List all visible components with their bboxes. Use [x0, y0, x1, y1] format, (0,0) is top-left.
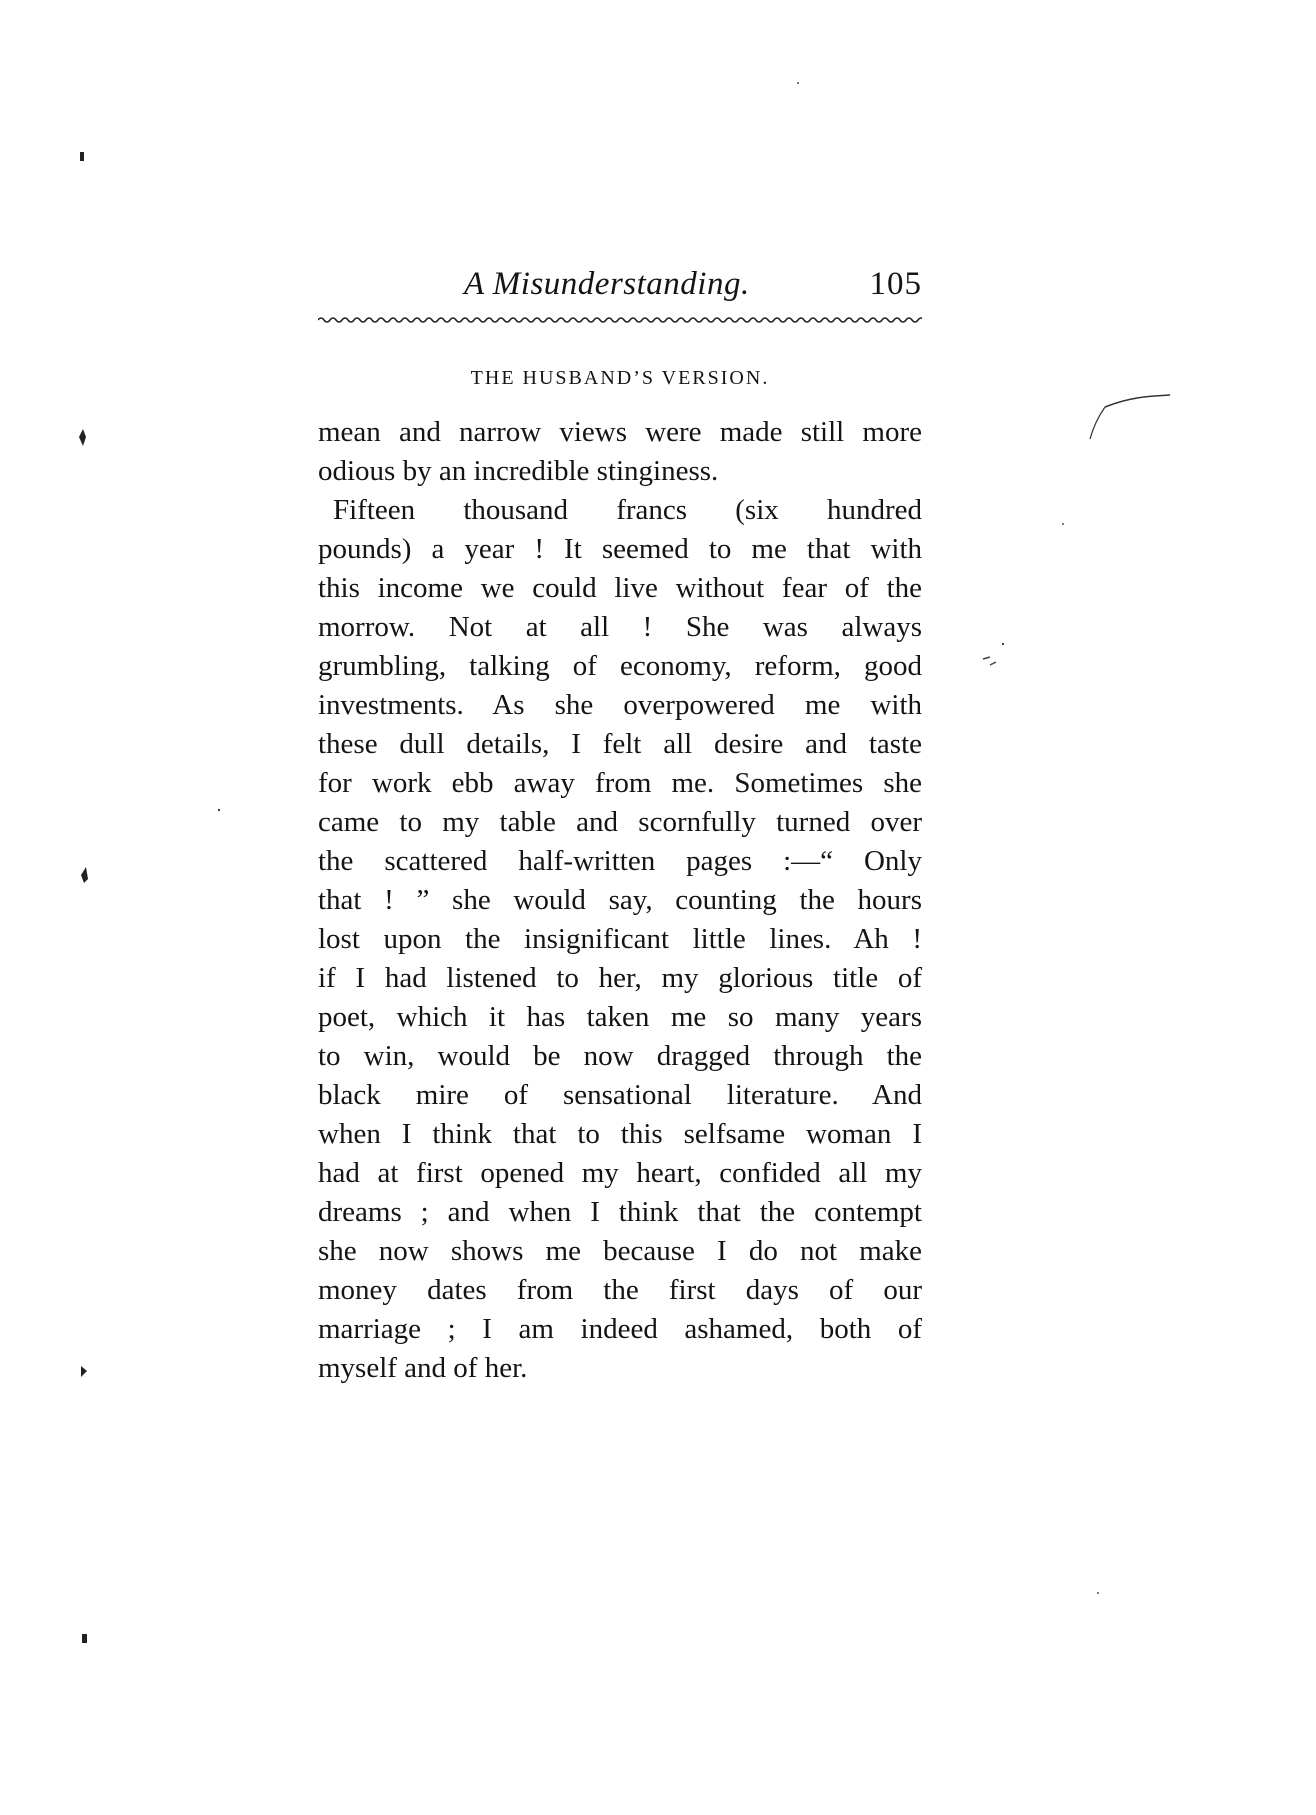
text-line: odious by an incredible stinginess.	[318, 455, 719, 487]
text-line: these dull details, I felt all desire and taste	[318, 728, 922, 760]
text-line: money dates from the first days of our	[318, 1274, 922, 1306]
text-line: marriage ; I am indeed ashamed, both of	[318, 1313, 922, 1345]
wavy-rule-divider	[318, 314, 922, 326]
text-line: black mire of sensational literature. And	[318, 1079, 922, 1111]
text-line: pounds) a year ! It seemed to me that with	[318, 533, 922, 565]
body-text	[318, 413, 922, 1388]
text-line: that ! ” she would say, counting the hours	[318, 884, 922, 916]
text-line: poet, which it has taken me so many years	[318, 1001, 922, 1033]
running-head	[318, 266, 922, 310]
text-line: when I think that to this selfsame woman I	[318, 1118, 922, 1150]
text-line: myself and of her.	[318, 1352, 528, 1384]
text-line: grumbling, talking of economy, reform, good	[318, 650, 922, 682]
text-line: she now shows me because I do not make	[318, 1235, 922, 1267]
text-line: mean and narrow views were made still more	[318, 416, 922, 448]
text-line: investments. As she overpowered me with	[318, 689, 922, 721]
text-line: lost upon the insignificant little lines. Ah !	[318, 923, 922, 955]
text-line: if I had listened to her, my glorious title of	[318, 962, 922, 994]
text-line: had at first opened my heart, confided all my	[318, 1157, 922, 1189]
running-title: A Misunderstanding.	[464, 266, 750, 302]
text-line: this income we could live without fear of the	[318, 572, 922, 604]
text-line: dreams ; and when I think that the contempt	[318, 1196, 922, 1228]
section-heading: THE HUSBAND’S VERSION.	[470, 367, 770, 389]
text-line: morrow. Not at all ! She was always	[318, 611, 922, 643]
text-line: for work ebb away from me. Sometimes she	[318, 767, 922, 799]
text-line: Fifteen thousand francs (six hundred	[333, 494, 922, 526]
text-line: the scattered half-written pages :—“ Only	[318, 845, 922, 877]
text-line: to win, would be now dragged through the	[318, 1040, 922, 1072]
page-number: 105	[869, 266, 922, 302]
text-line: came to my table and scornfully turned over	[318, 806, 922, 838]
